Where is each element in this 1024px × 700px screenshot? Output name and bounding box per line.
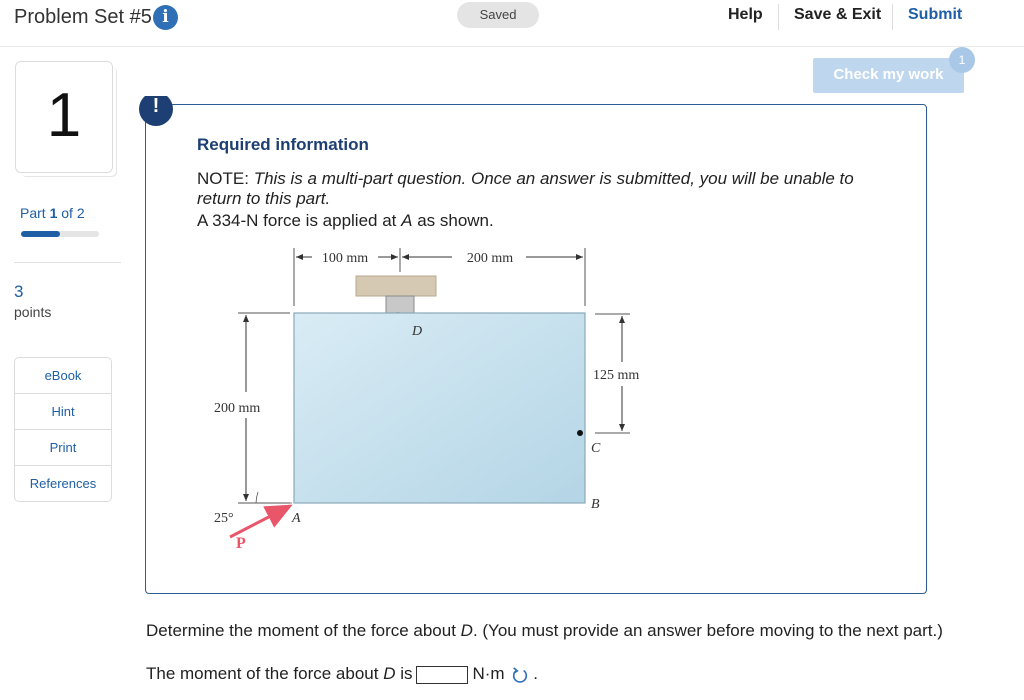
answer-line — [146, 664, 538, 684]
tools-panel — [14, 357, 112, 502]
dim-200-side-label: 200 mm — [214, 401, 261, 416]
point-d-label: D — [412, 324, 423, 339]
point-b-label: B — [591, 497, 600, 512]
given-point: A — [401, 211, 413, 230]
required-info-heading: Required information — [197, 135, 369, 154]
question-number-card — [15, 61, 113, 173]
dim-125-label: 125 mm — [593, 368, 640, 383]
force-p-arrow — [230, 506, 290, 537]
force-p-label: P — [236, 535, 246, 552]
point-c-label: C — [591, 441, 601, 456]
given-suffix: as shown. — [412, 211, 494, 230]
nav-divider — [778, 4, 779, 30]
point-c-marker — [577, 430, 583, 436]
part-indicator — [20, 205, 85, 221]
plate — [294, 313, 585, 503]
angle-arc — [256, 492, 258, 503]
question-point: D — [460, 621, 473, 640]
given-statement — [197, 211, 494, 231]
question-prompt — [146, 621, 966, 641]
hint-button[interactable]: Hint — [15, 394, 111, 430]
given-prefix: A 334-N force is applied at — [197, 211, 402, 230]
question-text-after: . (You must provide an answer before moving to the next part.) — [472, 621, 943, 640]
alert-icon — [139, 96, 173, 126]
point-a-label: A — [292, 511, 301, 526]
part-progress-fill — [21, 231, 60, 237]
nav-divider — [892, 4, 893, 30]
ebook-button[interactable]: eBook — [15, 358, 111, 394]
alert-icon-glyph: ! — [139, 96, 173, 126]
check-attempts-badge: 1 — [949, 47, 975, 73]
problem-set-title: Problem Set #5 — [14, 6, 152, 28]
counterclockwise-icon[interactable] — [511, 666, 529, 684]
answer-period: . — [528, 664, 539, 683]
plate-figure — [200, 240, 680, 560]
help-link[interactable]: Help — [728, 6, 763, 23]
points-value: 3 — [14, 282, 24, 301]
references-button[interactable]: References — [29, 476, 97, 491]
note-prefix: NOTE: — [197, 169, 249, 188]
dim-100-label: 100 mm — [321, 251, 369, 266]
part-of: of 2 — [61, 205, 85, 221]
submit-link[interactable]: Submit — [908, 6, 963, 23]
top-bar — [0, 0, 1024, 47]
question-text-before: Determine the moment of the force about — [146, 621, 461, 640]
points-label: points — [14, 304, 52, 320]
support-bracket — [356, 276, 436, 296]
print-button[interactable]: Print — [15, 430, 111, 466]
dim-200-top-label: 200 mm — [466, 251, 514, 266]
answer-prefix: The moment of the force about — [146, 664, 384, 683]
moment-answer-input[interactable] — [416, 666, 468, 684]
check-my-work-button[interactable]: Check my work — [813, 58, 964, 93]
part-label-prefix: Part — [20, 205, 46, 221]
note-text — [197, 169, 877, 209]
answer-is: is — [395, 664, 413, 683]
part-current: 1 — [49, 205, 58, 221]
save-exit-link[interactable]: Save & Exit — [794, 6, 882, 23]
note-body: This is a multi-part question. Once an answer is submitted, you will be unable to return to this part. — [197, 169, 854, 208]
saved-status-badge: Saved — [457, 2, 539, 28]
sidebar-divider — [14, 262, 121, 263]
question-number: 1 — [46, 81, 82, 150]
angle-label: 25° — [214, 511, 234, 526]
answer-point: D — [383, 664, 396, 683]
info-icon[interactable]: i — [153, 5, 178, 30]
part-progress-bar — [21, 231, 99, 237]
answer-unit: N·m — [472, 664, 505, 683]
